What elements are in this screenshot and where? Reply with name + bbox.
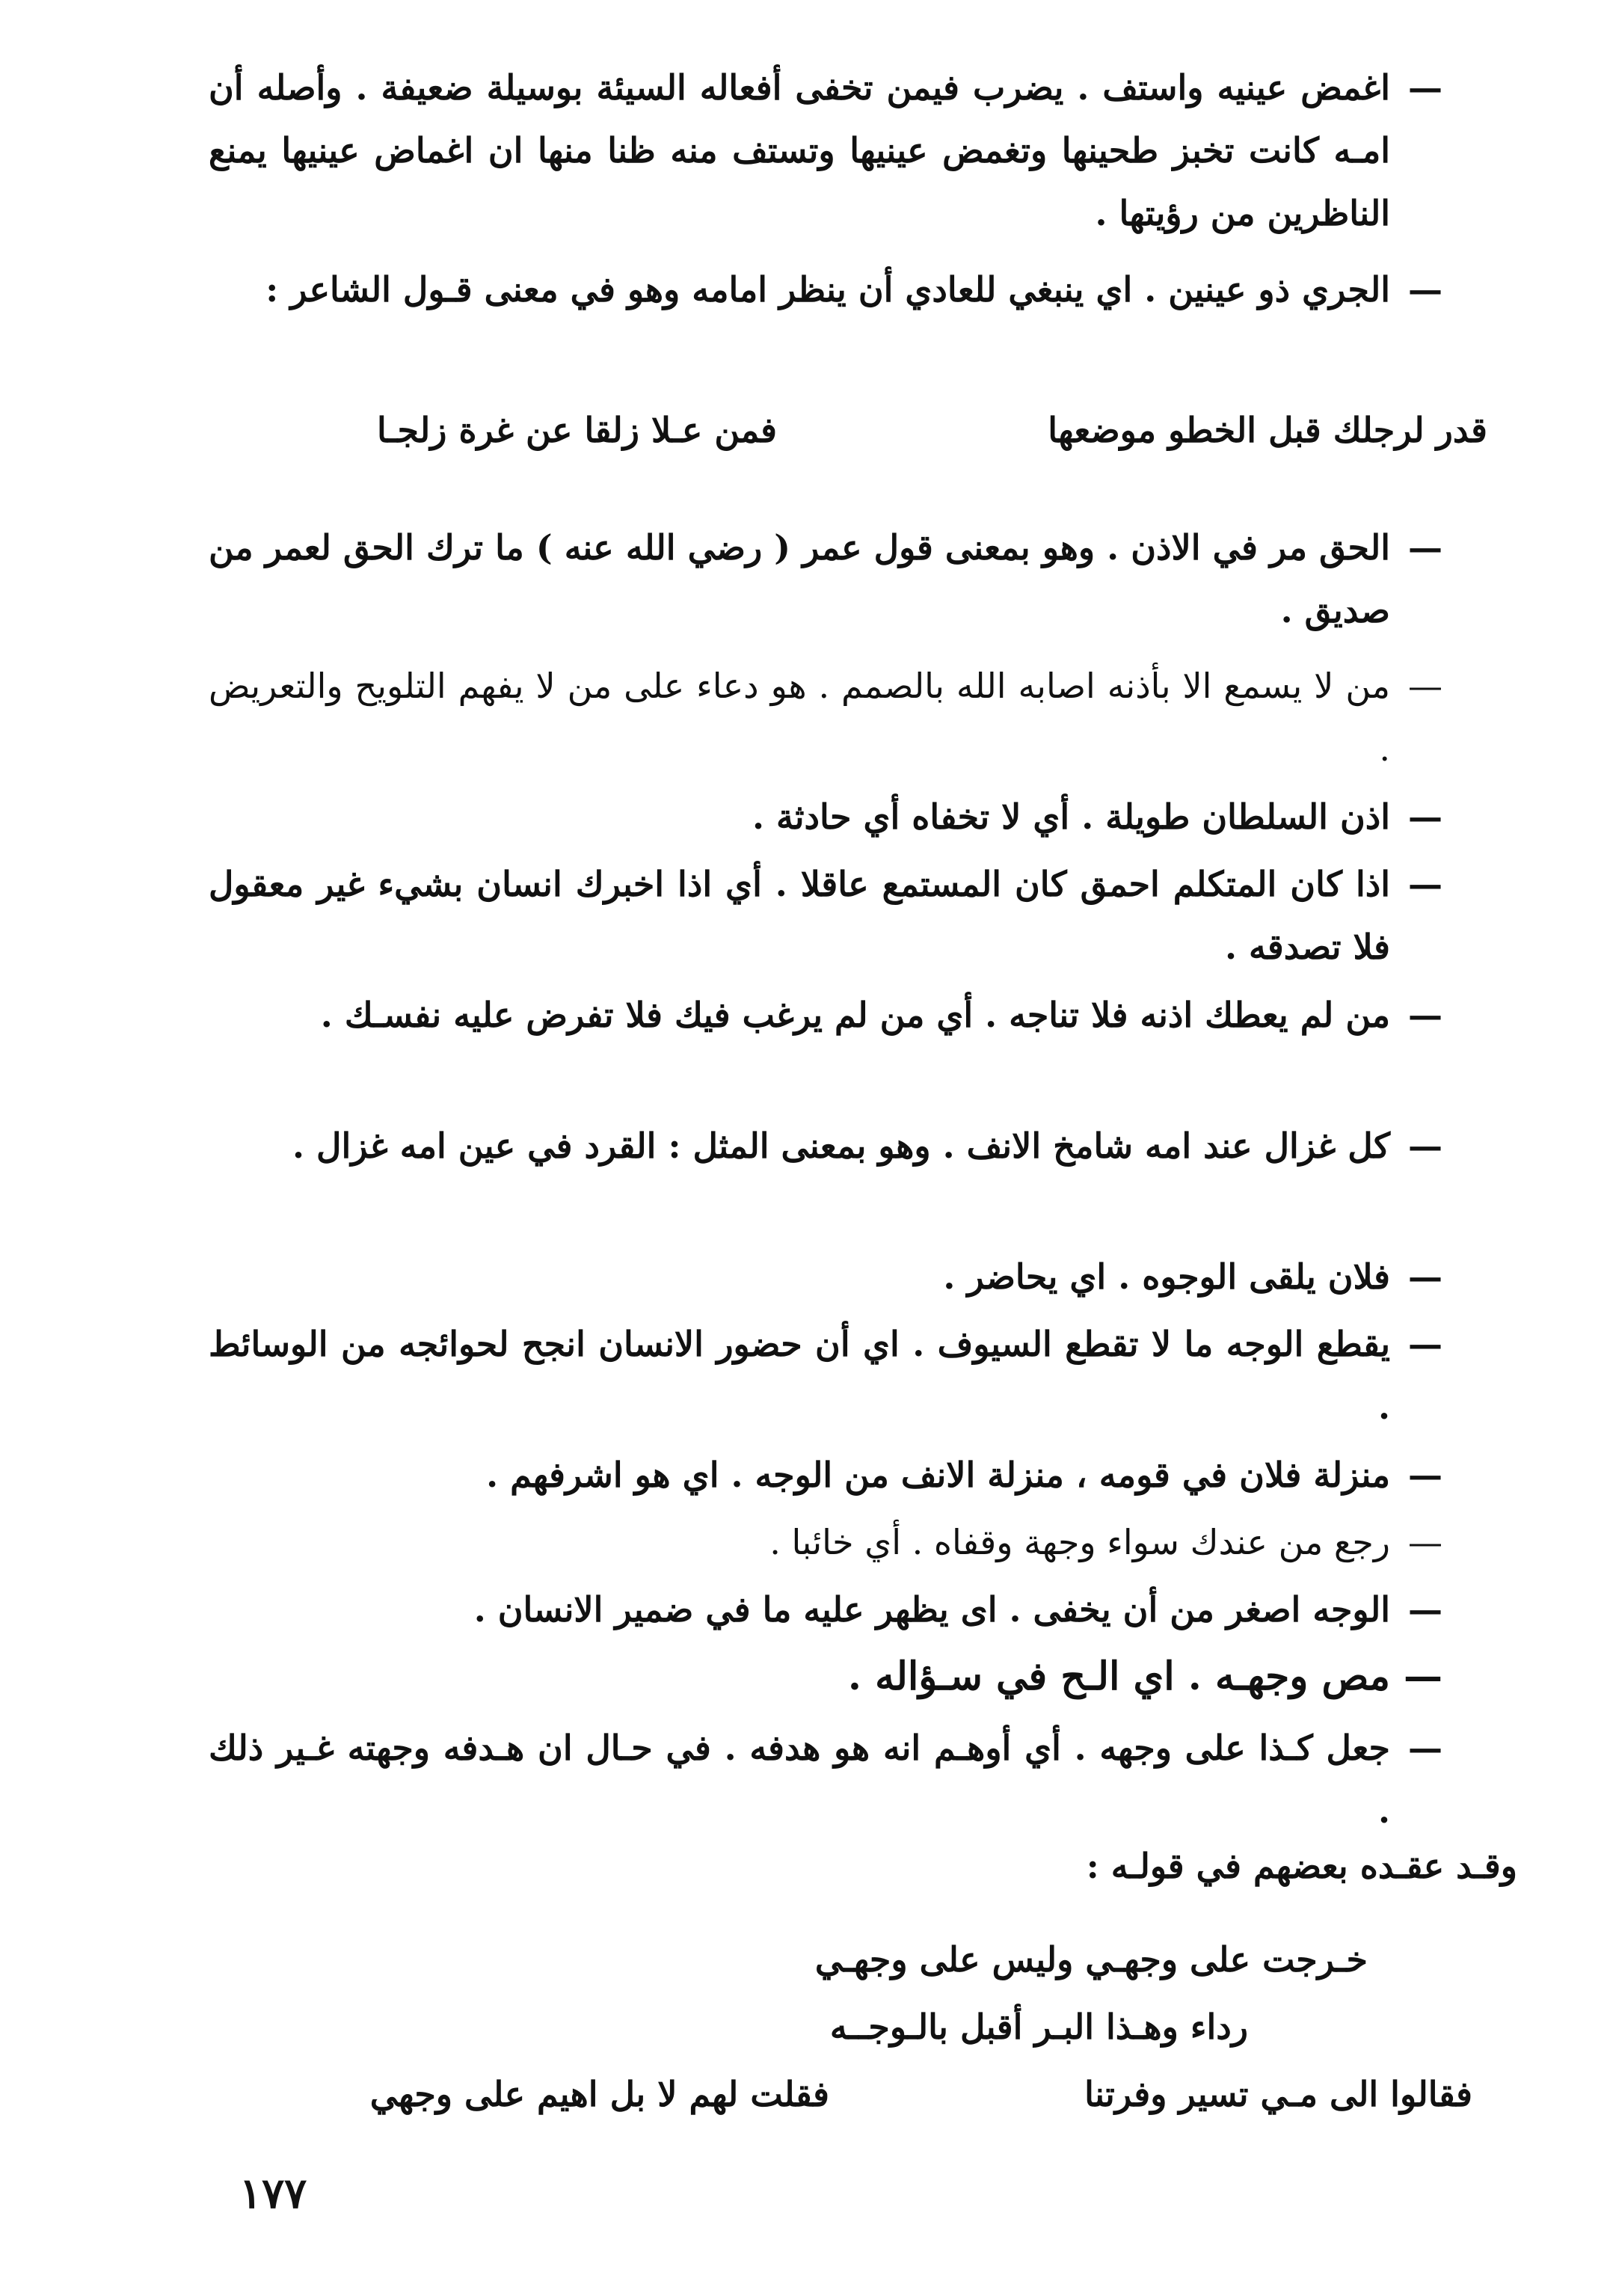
verse-hemistich-left: فمن عـلا زلقا عن غرة زلجـا	[377, 410, 777, 450]
entry-dash: —	[1408, 527, 1442, 568]
proverb-entry	[209, 983, 1442, 1046]
entry-dash: —	[1408, 1455, 1442, 1495]
entry-text: من لم يعطك اذنه فلا تناجه . أي من لم يرغب فيك فلا تفرض عليه نفسـك .	[320, 995, 1390, 1035]
proverb-entry	[209, 853, 1442, 978]
entry-text: منزلة فلان في قومه ، منزلة الانف من الوجه . اي هو اشرفهم .	[486, 1455, 1390, 1495]
proverb-entry	[209, 1114, 1442, 1177]
entry-text: اذن السلطان طويلة . أي لا تخفاه أي حادثة .	[752, 796, 1390, 837]
proverb-entry	[209, 1245, 1442, 1308]
poem-line-text: فقالوا الى مـي تسير وفرتنا	[1084, 2074, 1472, 2114]
entry-dash: —	[1408, 1324, 1442, 1364]
poem-line-text: رداء وهـذا البـر أقبل بالـوجــه	[829, 2007, 1248, 2047]
entry-text: الحق مر في الاذن . وهو بمعنى قول عمر ( رضي الله عنه ) ما ترك الحق لعمر من صديق .	[209, 527, 1390, 630]
entry-dash: —	[1408, 1522, 1442, 1562]
entry-text: من لا يسمع الا بأذنه اصابه الله بالصمم . هو دعاء على من لا يفهم التلويح والتعريض .	[209, 666, 1390, 769]
poem-verse-1	[1048, 404, 1487, 456]
proverb-entry	[209, 785, 1442, 848]
proverb-entry	[209, 1716, 1442, 1842]
entry-dash: —	[1404, 1654, 1442, 1699]
poem-line-text: فقلت لهم لا بل اهيم على وجهي	[369, 2074, 829, 2114]
poem-intro: وقـد عقـده بعضهم في قولـه :	[1086, 1846, 1517, 1886]
entry-dash: —	[1408, 666, 1442, 706]
entry-text: الجري ذو عينين . اي ينبغي للعادي أن ينظر امامه وهو في معنى قـول الشاعر :	[265, 269, 1390, 310]
poem-verse-1-second	[377, 404, 777, 456]
entry-dash: —	[1408, 796, 1442, 837]
entry-dash: —	[1408, 269, 1442, 310]
proverb-entry	[209, 1443, 1442, 1506]
entry-dash: —	[1408, 1126, 1442, 1166]
entry-text: اغمض عينيه واستف . يضرب فيمن تخفى أفعاله السيئة بوسيلة ضعيفة . وأصله أن امـه كانت تخبز طحينها وتغمض عينيها وتستف منه ظنا منها ان اغماض عينيها يمنع الناظرين من رؤيتها .	[209, 67, 1390, 233]
entry-text: جعل كـذا على وجهه . أي أوهـم انه هو هدفه . في حـال ان هـدفه وجهته غـير ذلك .	[209, 1728, 1390, 1831]
entry-dash: —	[1408, 1256, 1442, 1297]
poem-line-2	[830, 2001, 1248, 2053]
proverb-entry	[209, 516, 1442, 642]
entry-dash: —	[1408, 67, 1442, 108]
entry-text: اذا كان المتكلم احمق كان المستمع عاقلا . أي اذا اخبرك انسان بشيء غير معقول فلا تصدقه .	[209, 864, 1390, 967]
proverb-entry	[209, 56, 1442, 245]
entry-text: مص وجهـه . اي الـح في سـؤاله .	[847, 1654, 1390, 1699]
proverb-entry	[209, 1313, 1442, 1438]
entry-text: الوجه اصغر من أن يخفى . اى يظهر عليه ما في ضمير الانسان .	[473, 1589, 1390, 1630]
poem-line-1	[815, 1933, 1368, 1986]
poem-line-text: خـرجت على وجهـي وليس على وجهـي	[814, 1939, 1368, 1980]
proverb-entry	[209, 654, 1442, 780]
entry-dash: —	[1408, 995, 1442, 1035]
entry-text: رجع من عندك سواء وجهة وقفاه . أي خائبا .	[769, 1522, 1390, 1562]
entry-text: فلان يلقى الوجوه . اي يحاضر .	[943, 1256, 1390, 1297]
proverb-entry	[209, 1511, 1442, 1574]
proverb-entry	[209, 1578, 1442, 1641]
proverb-entry	[209, 258, 1442, 321]
proverb-entry	[209, 1645, 1442, 1708]
entry-text: كل غزال عند امه شامخ الانف . وهو بمعنى المثل : القرد في عين امه غزال .	[292, 1126, 1390, 1166]
entry-dash: —	[1408, 1589, 1442, 1630]
page-number: ١٧٧	[239, 2169, 307, 2218]
entry-dash: —	[1408, 864, 1442, 904]
verse-hemistich-right: قدر لرجلك قبل الخطو موضعها	[1048, 410, 1487, 450]
poem-line-3-left	[370, 2068, 829, 2120]
entry-text: يقطع الوجه ما لا تقطع السيوف . اي أن حضور الانسان انجح لحوائجه من الوسائط .	[209, 1324, 1390, 1427]
poem-line-3-right	[1084, 2068, 1472, 2120]
entry-dash: —	[1408, 1728, 1442, 1768]
